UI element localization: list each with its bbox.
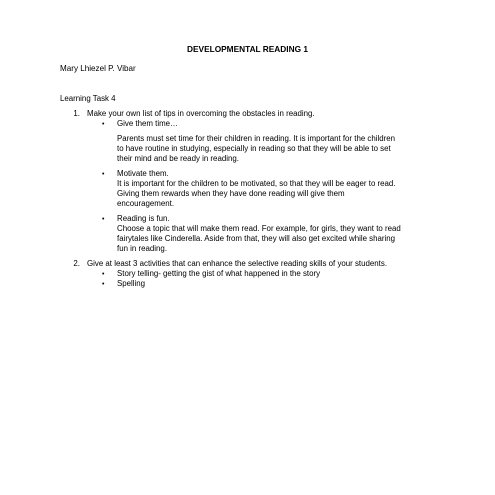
item-question: Make your own list of tips in overcoming the obstacles in reading.: [87, 109, 315, 118]
item-question: Give at least 3 activities that can enhance the selective reading skills of your students.: [87, 259, 388, 268]
tip-line: fun in reading.: [117, 244, 168, 253]
bullet-icon: •: [102, 216, 105, 223]
activity-item: Story telling- getting the gist of what happened in the story: [117, 269, 321, 278]
activity-item: Spelling: [117, 279, 146, 288]
item-number: 2.: [73, 259, 80, 268]
task-label: Learning Task 4: [60, 94, 116, 103]
author-name: Mary Lhiezel P. Vibar: [60, 64, 136, 73]
tip-line: Giving them rewards when they have done reading will give them: [117, 189, 345, 198]
bullet-icon: •: [102, 271, 105, 278]
item-number: 1.: [73, 109, 80, 118]
tip-line: It is important for the children to be motivated, so that they will be eager to read.: [117, 179, 396, 188]
tip-heading: Motivate them.: [117, 169, 169, 178]
tip-line: Parents must set time for their children in reading. It is important for the children: [117, 134, 396, 143]
tip-line: encouragement.: [117, 199, 175, 208]
tip-line: Choose a topic that will make them read. For example, for girls, they want to read: [117, 224, 401, 233]
document-title: DEVELOPMENTAL READING 1: [187, 44, 308, 54]
tip-heading: Give them time…: [117, 119, 178, 128]
tip-line: fairytales like Cinderella. Aside from that, they will also get excited while sharing: [117, 234, 396, 243]
tip-line: to have routine in studying, especially in reading so that they will be able to set: [117, 144, 391, 153]
bullet-icon: •: [102, 171, 105, 178]
tip-heading: Reading is fun.: [117, 214, 170, 223]
bullet-icon: •: [102, 121, 105, 128]
tip-line: their mind and be ready in reading.: [117, 154, 239, 163]
bullet-icon: •: [102, 281, 105, 288]
